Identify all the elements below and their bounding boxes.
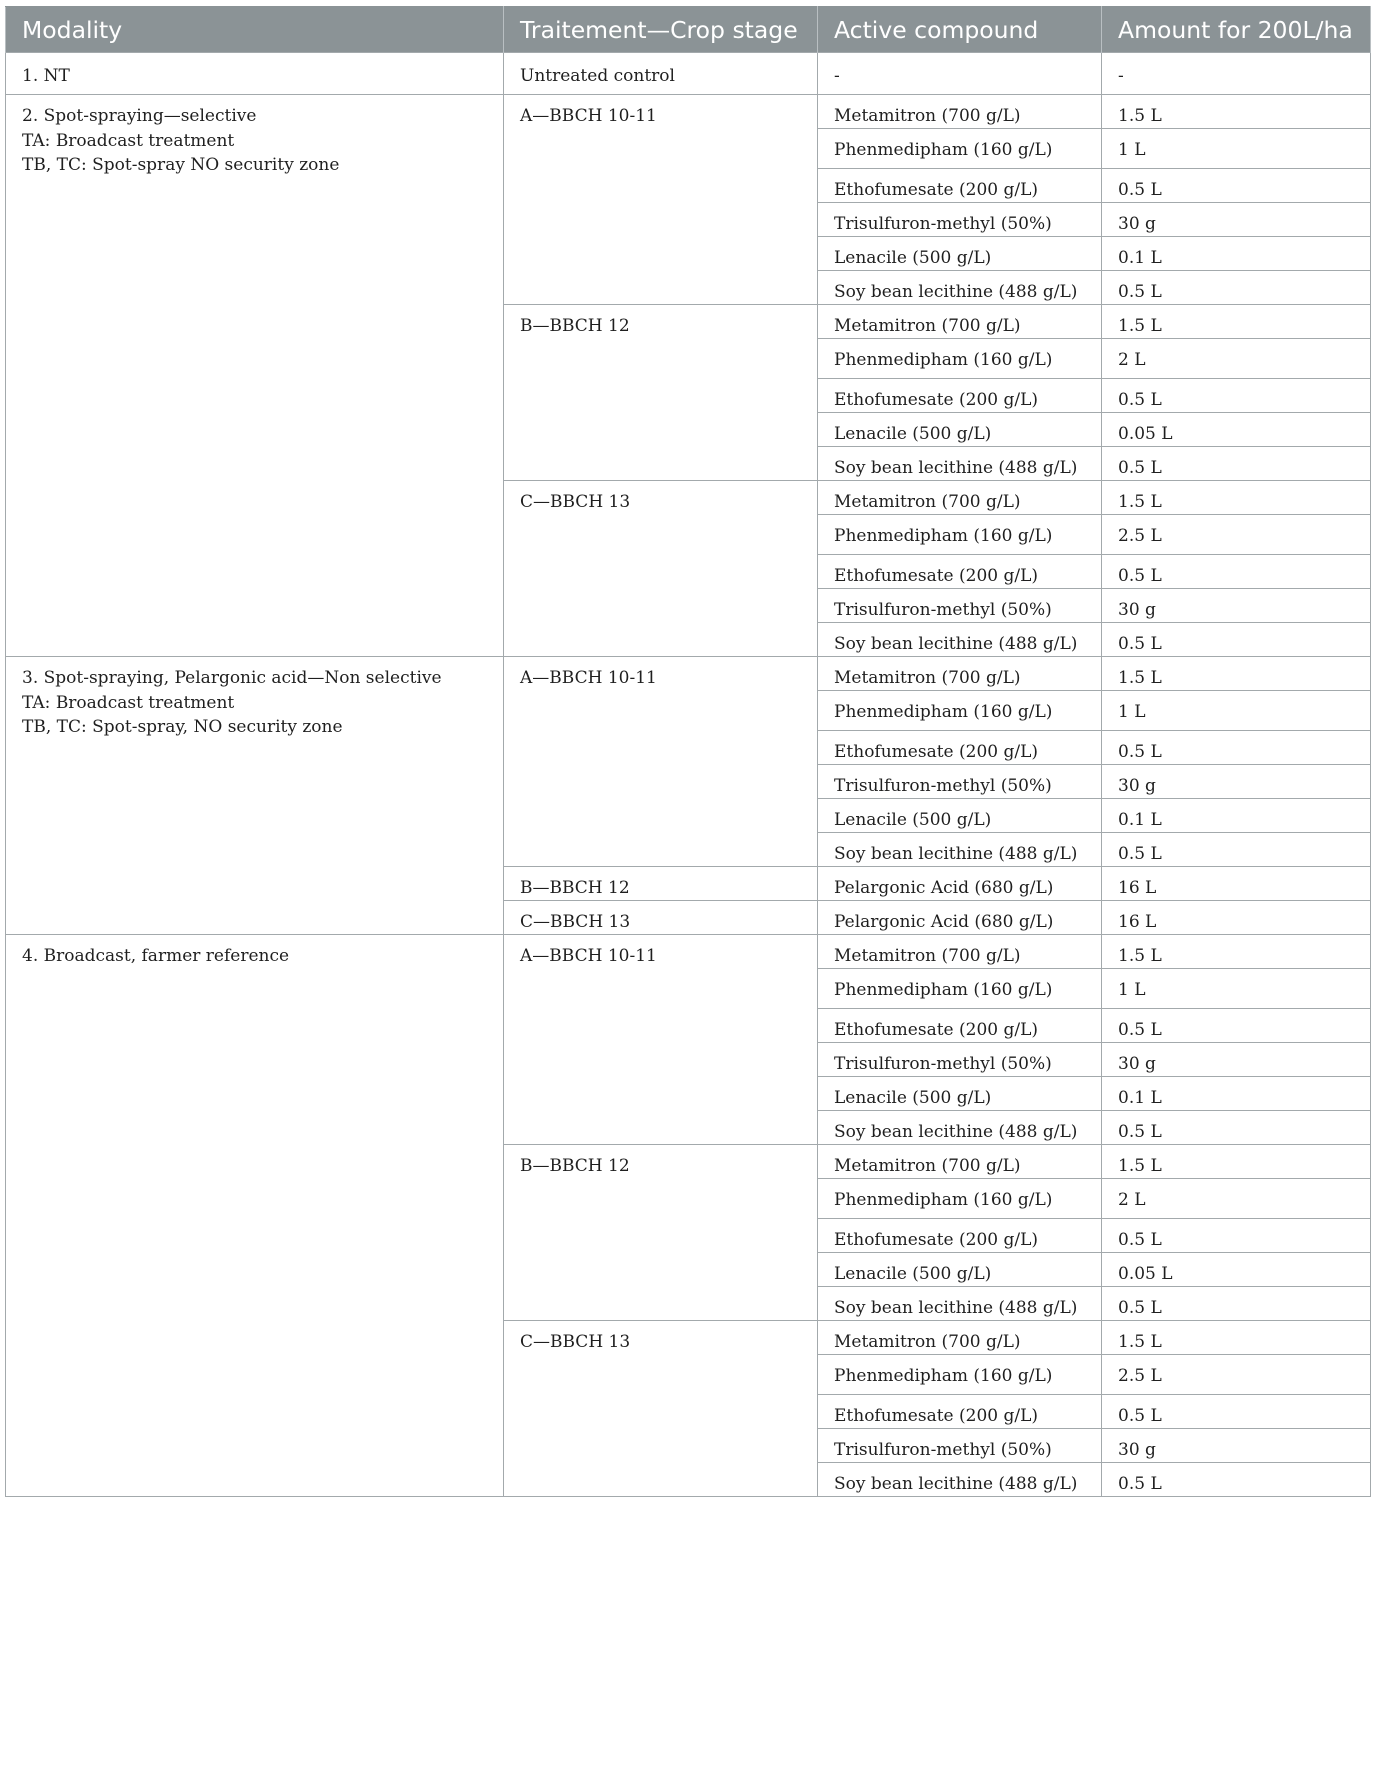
amount-cell: 1.5 L (1102, 305, 1371, 339)
active-compound-cell: Soy bean lecithine (488 g/L) (818, 271, 1102, 305)
active-compound-cell: Lenacile (500 g/L) (818, 413, 1102, 447)
header-amount: Amount for 200L/ha (1102, 7, 1371, 53)
amount-cell: 1.5 L (1102, 481, 1371, 515)
active-compound-cell: Soy bean lecithine (488 g/L) (818, 1287, 1102, 1321)
amount-cell: 1.5 L (1102, 1145, 1371, 1179)
active-compound-cell: Metamitron (700 g/L) (818, 1321, 1102, 1355)
active-compound-cell: Ethofumesate (200 g/L) (818, 1009, 1102, 1043)
amount-cell: 0.5 L (1102, 833, 1371, 867)
crop-stage-cell: C—BBCH 13 (504, 481, 818, 657)
amount-cell: 0.5 L (1102, 1111, 1371, 1145)
modality-cell: 2. Spot-spraying—selective TA: Broadcast treatment TB, TC: Spot-spray NO security zone (6, 95, 504, 657)
amount-cell: 30 g (1102, 1043, 1371, 1077)
active-compound-cell: Trisulfuron-methyl (50%) (818, 1043, 1102, 1077)
amount-cell: 1.5 L (1102, 95, 1371, 129)
amount-cell: 0.5 L (1102, 271, 1371, 305)
amount-cell: 0.05 L (1102, 413, 1371, 447)
amount-cell: 2.5 L (1102, 1355, 1371, 1395)
active-compound-cell: Trisulfuron-methyl (50%) (818, 765, 1102, 799)
active-compound-cell: Ethofumesate (200 g/L) (818, 731, 1102, 765)
amount-cell: 0.1 L (1102, 799, 1371, 833)
active-compound-cell: Soy bean lecithine (488 g/L) (818, 1111, 1102, 1145)
amount-cell: 2.5 L (1102, 515, 1371, 555)
table-row (6, 53, 1371, 95)
modality-cell: 1. NT (6, 53, 504, 95)
active-compound-cell: Phenmedipham (160 g/L) (818, 969, 1102, 1009)
amount-cell: 0.5 L (1102, 1219, 1371, 1253)
active-compound-cell: Trisulfuron-methyl (50%) (818, 589, 1102, 623)
amount-cell: 1 L (1102, 691, 1371, 731)
table-row (6, 935, 1371, 969)
active-compound-cell: Lenacile (500 g/L) (818, 1077, 1102, 1111)
amount-cell: 1 L (1102, 129, 1371, 169)
active-compound-cell: Soy bean lecithine (488 g/L) (818, 833, 1102, 867)
amount-cell: 0.5 L (1102, 447, 1371, 481)
crop-stage-cell: A—BBCH 10-11 (504, 657, 818, 867)
active-compound-cell: Ethofumesate (200 g/L) (818, 1219, 1102, 1253)
active-compound-cell: Ethofumesate (200 g/L) (818, 169, 1102, 203)
active-compound-cell: Lenacile (500 g/L) (818, 237, 1102, 271)
amount-cell: 30 g (1102, 589, 1371, 623)
header-row (6, 7, 1371, 53)
amount-cell: 0.5 L (1102, 379, 1371, 413)
amount-cell: 0.1 L (1102, 237, 1371, 271)
amount-cell: 0.5 L (1102, 1287, 1371, 1321)
crop-stage-cell: A—BBCH 10-11 (504, 95, 818, 305)
active-compound-cell: - (818, 53, 1102, 95)
header-modality: Modality (6, 7, 504, 53)
active-compound-cell: Metamitron (700 g/L) (818, 481, 1102, 515)
amount-cell: 30 g (1102, 1429, 1371, 1463)
active-compound-cell: Phenmedipham (160 g/L) (818, 1355, 1102, 1395)
table-row (6, 95, 1371, 129)
active-compound-cell: Lenacile (500 g/L) (818, 799, 1102, 833)
amount-cell: 30 g (1102, 765, 1371, 799)
amount-cell: 0.05 L (1102, 1253, 1371, 1287)
active-compound-cell: Phenmedipham (160 g/L) (818, 339, 1102, 379)
active-compound-cell: Ethofumesate (200 g/L) (818, 555, 1102, 589)
treatment-table (5, 6, 1371, 1497)
amount-cell: 0.5 L (1102, 1395, 1371, 1429)
active-compound-cell: Metamitron (700 g/L) (818, 935, 1102, 969)
amount-cell: 30 g (1102, 203, 1371, 237)
amount-cell: 1.5 L (1102, 1321, 1371, 1355)
active-compound-cell: Phenmedipham (160 g/L) (818, 1179, 1102, 1219)
amount-cell: 2 L (1102, 1179, 1371, 1219)
crop-stage-cell: C—BBCH 13 (504, 1321, 818, 1497)
amount-cell: 16 L (1102, 901, 1371, 935)
crop-stage-cell: C—BBCH 13 (504, 901, 818, 935)
amount-cell: 0.5 L (1102, 623, 1371, 657)
active-compound-cell: Metamitron (700 g/L) (818, 657, 1102, 691)
active-compound-cell: Ethofumesate (200 g/L) (818, 1395, 1102, 1429)
active-compound-cell: Metamitron (700 g/L) (818, 1145, 1102, 1179)
active-compound-cell: Soy bean lecithine (488 g/L) (818, 447, 1102, 481)
crop-stage-cell: B—BBCH 12 (504, 1145, 818, 1321)
active-compound-cell: Trisulfuron-methyl (50%) (818, 1429, 1102, 1463)
crop-stage-cell: A—BBCH 10-11 (504, 935, 818, 1145)
table-header (6, 7, 1371, 53)
header-crop-stage: Traitement—Crop stage (504, 7, 818, 53)
amount-cell: 1 L (1102, 969, 1371, 1009)
amount-cell: 0.5 L (1102, 1463, 1371, 1497)
crop-stage-cell: Untreated control (504, 53, 818, 95)
active-compound-cell: Pelargonic Acid (680 g/L) (818, 867, 1102, 901)
amount-cell: 0.1 L (1102, 1077, 1371, 1111)
amount-cell: 0.5 L (1102, 1009, 1371, 1043)
active-compound-cell: Pelargonic Acid (680 g/L) (818, 901, 1102, 935)
amount-cell: 2 L (1102, 339, 1371, 379)
active-compound-cell: Phenmedipham (160 g/L) (818, 515, 1102, 555)
amount-cell: 16 L (1102, 867, 1371, 901)
crop-stage-cell: B—BBCH 12 (504, 867, 818, 901)
active-compound-cell: Phenmedipham (160 g/L) (818, 691, 1102, 731)
active-compound-cell: Trisulfuron-methyl (50%) (818, 203, 1102, 237)
active-compound-cell: Ethofumesate (200 g/L) (818, 379, 1102, 413)
amount-cell: 0.5 L (1102, 169, 1371, 203)
active-compound-cell: Metamitron (700 g/L) (818, 95, 1102, 129)
active-compound-cell: Lenacile (500 g/L) (818, 1253, 1102, 1287)
active-compound-cell: Soy bean lecithine (488 g/L) (818, 623, 1102, 657)
modality-cell: 3. Spot-spraying, Pelargonic acid—Non selective TA: Broadcast treatment TB, TC: Spot-spray, NO security zone (6, 657, 504, 935)
amount-cell: 1.5 L (1102, 657, 1371, 691)
modality-cell: 4. Broadcast, farmer reference (6, 935, 504, 1497)
header-active-compound: Active compound (818, 7, 1102, 53)
crop-stage-cell: B—BBCH 12 (504, 305, 818, 481)
active-compound-cell: Soy bean lecithine (488 g/L) (818, 1463, 1102, 1497)
active-compound-cell: Phenmedipham (160 g/L) (818, 129, 1102, 169)
amount-cell: - (1102, 53, 1371, 95)
table-body (6, 53, 1371, 1497)
amount-cell: 0.5 L (1102, 731, 1371, 765)
table-row (6, 657, 1371, 691)
amount-cell: 0.5 L (1102, 555, 1371, 589)
amount-cell: 1.5 L (1102, 935, 1371, 969)
active-compound-cell: Metamitron (700 g/L) (818, 305, 1102, 339)
